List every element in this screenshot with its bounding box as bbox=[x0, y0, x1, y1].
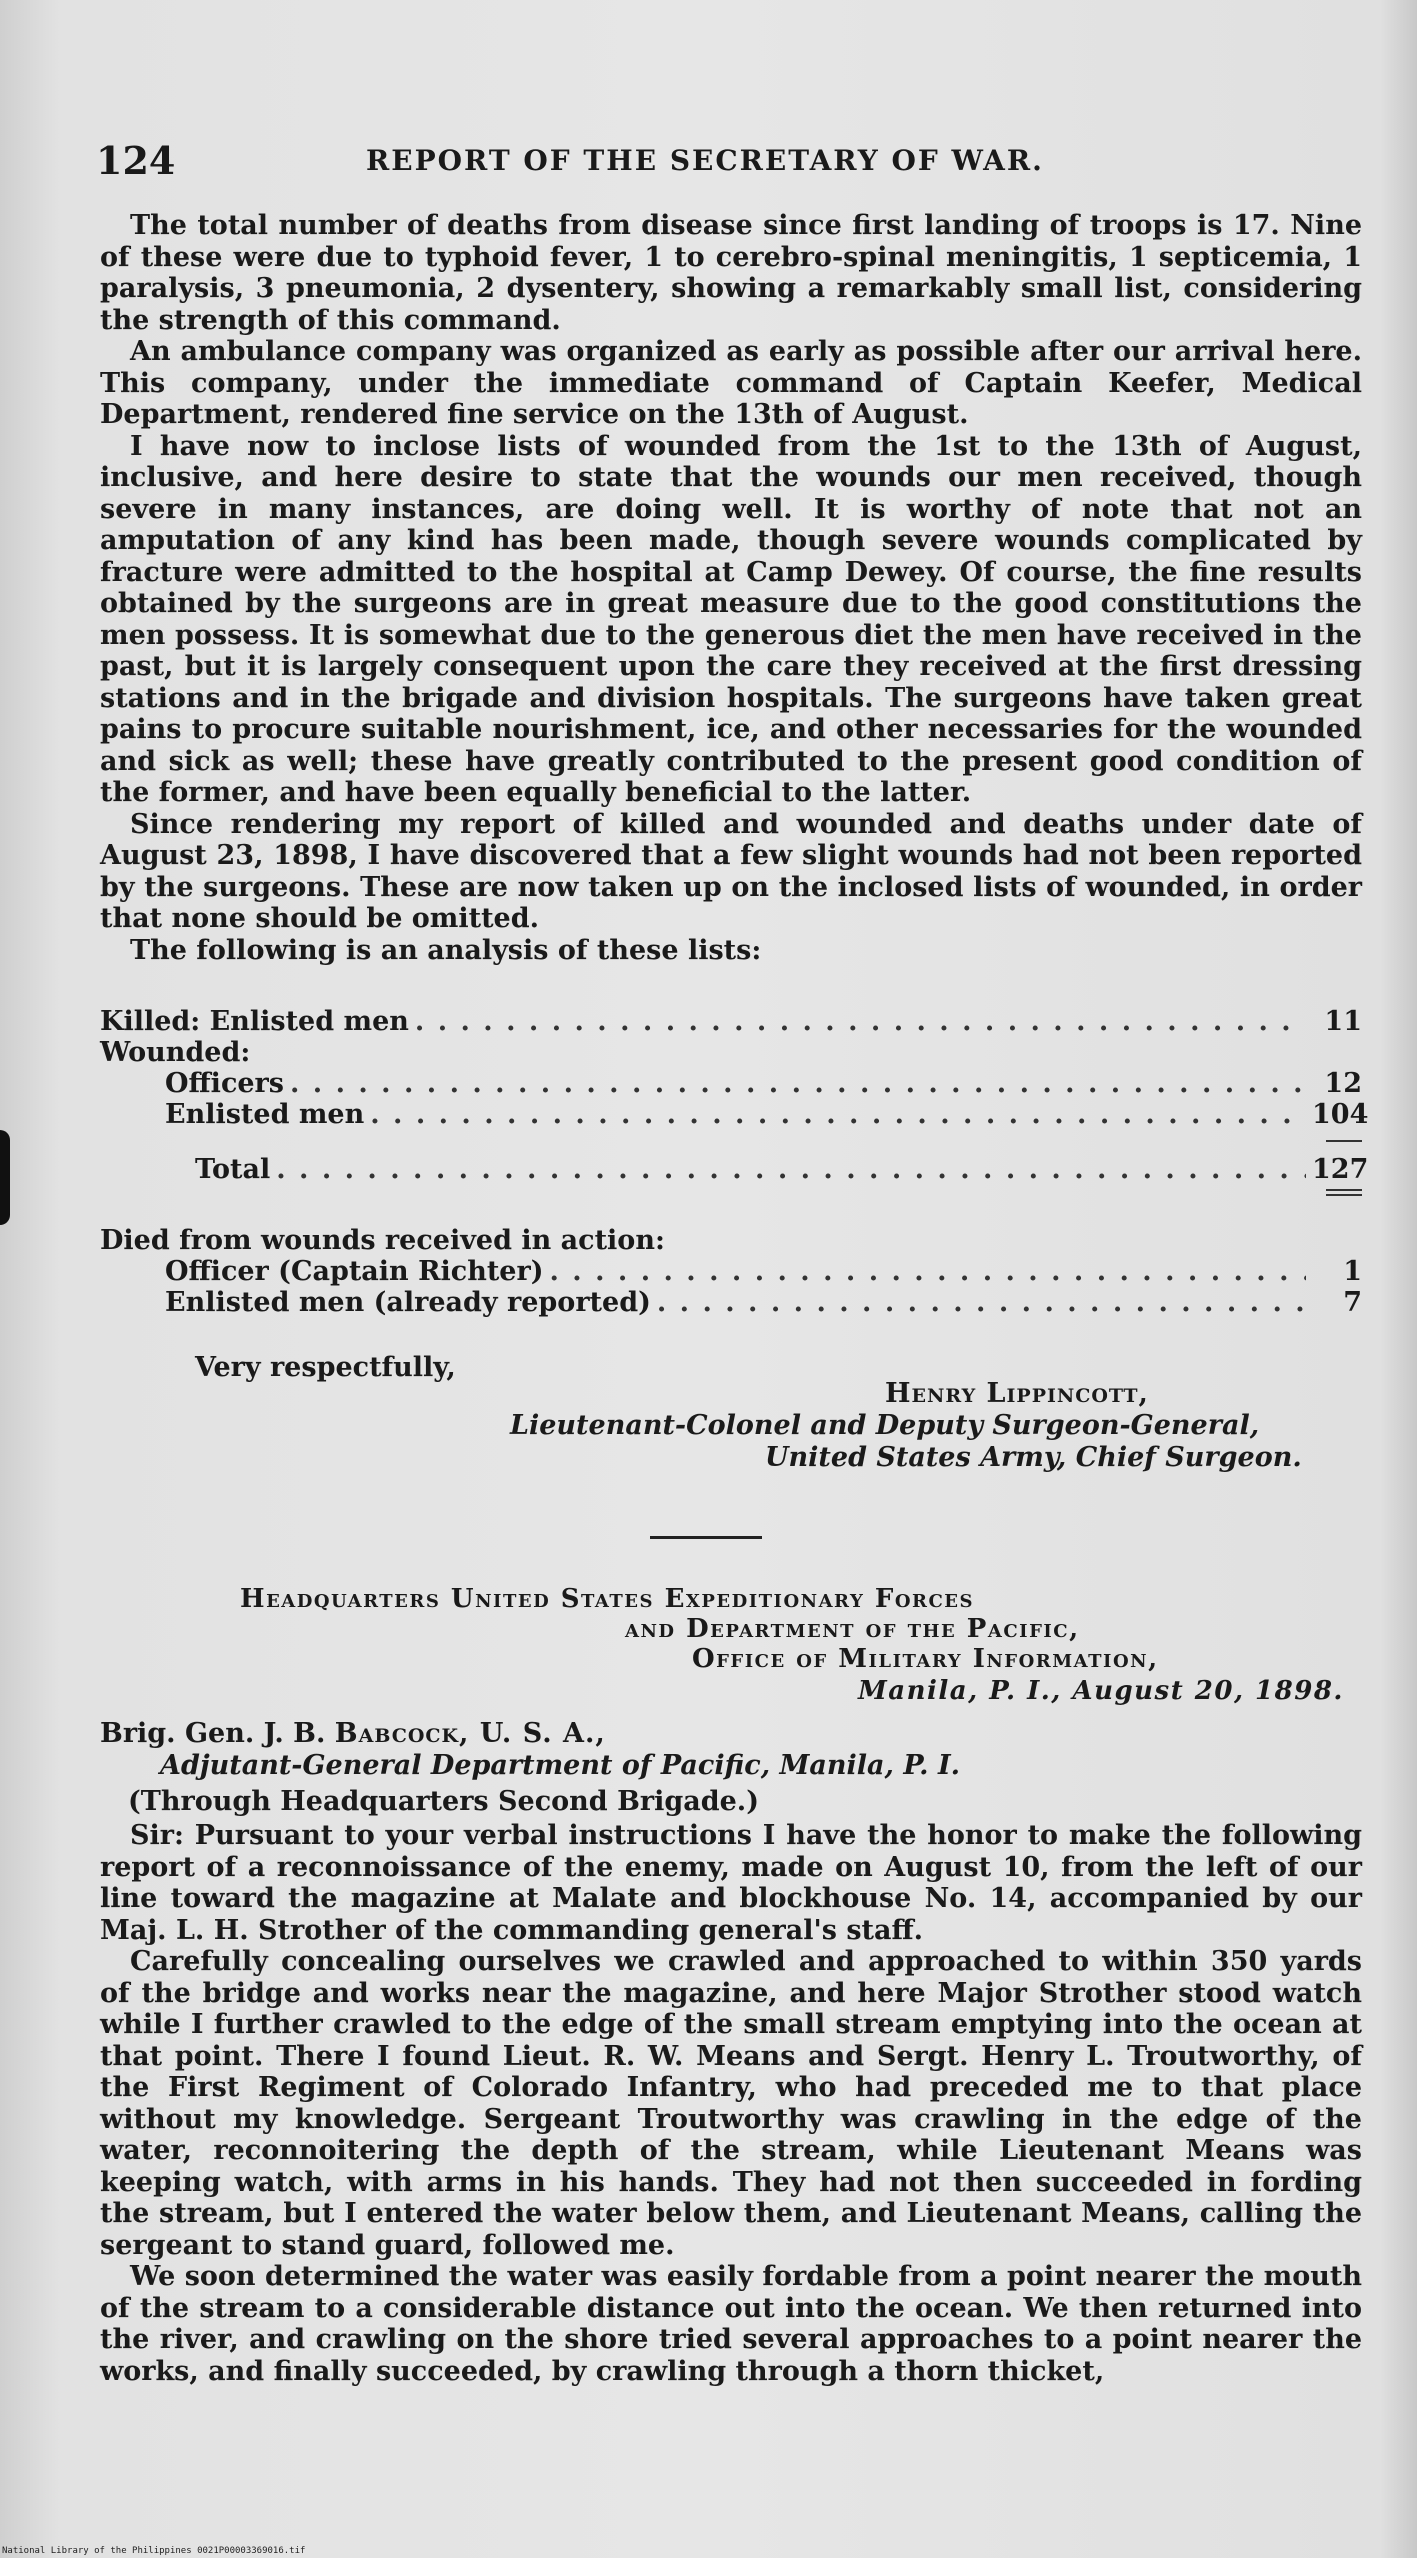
table-row bbox=[100, 1006, 1362, 1037]
row-value: 104 bbox=[1312, 1099, 1369, 1130]
addressee bbox=[100, 1718, 606, 1749]
casualty-table bbox=[100, 1006, 1369, 1318]
row-label: Died from wounds received in action: bbox=[100, 1225, 665, 1256]
row-label: Officer (Captain Richter) bbox=[165, 1256, 544, 1287]
spacer bbox=[100, 1140, 1362, 1154]
section-divider bbox=[650, 1536, 762, 1539]
closing: Very respectfully, bbox=[195, 1352, 456, 1383]
row-value: 11 bbox=[1324, 1006, 1362, 1037]
row-label: Killed: Enlisted men bbox=[100, 1006, 409, 1037]
running-head: REPORT OF THE SECRETARY OF WAR. bbox=[366, 144, 1044, 177]
signatory-name: Henry Lippincott, bbox=[885, 1378, 1149, 1409]
paragraph: The total number of deaths from disease since first landing of troops is 17. Nine of these were due to typhoid fever, 1 to cerebro-spinal meningitis, 1 septicemia, 1 paralysis, 3 pneumonia, 2 dysentery, showing a remarkably small list, considering the strength of this command. bbox=[100, 210, 1362, 336]
paragraph: I have now to inclose lists of wounded from the 1st to the 13th of August, inclusive, and here desire to state that the wounds our men received, though severe in many instances, are doing well. It is worthy of note that not an amputation of any kind has been made, though severe wounds complicated by fracture were admitted to the hospital at Camp Dewey. Of course, the fine results obtained by the surgeons are in great measure due to the good constitutions the men possess. It is somewhat due to the generous diet the men have received in the past, but it is largely consequent upon the care they received at the first dressing stations and in the brigade and division hospitals. The surgeons have taken great pains to procure suitable nourishment, ice, and other necessaries for the wounded and sick as well; these have greatly contributed to the present good condition of the former, and have been equally beneficial to the latter. bbox=[100, 430, 1362, 808]
letterhead-line: and Department of the Pacific, bbox=[625, 1614, 1080, 1644]
signatory-title: Lieutenant-Colonel and Deputy Surgeon-General, bbox=[510, 1410, 1260, 1441]
leader-dots bbox=[276, 1154, 1306, 1185]
double-rule bbox=[1326, 1189, 1362, 1191]
table-row bbox=[195, 1154, 1369, 1185]
paragraph: Since rendering my report of killed and wounded and deaths under date of August 23, 1898, I have discovered that a few slight wounds had not been reported by the surgeons. These are now taken up on the inclosed lists of wounded, in order that none should be omitted. bbox=[100, 808, 1362, 934]
sum-rule bbox=[1326, 1140, 1362, 1142]
routing-note: (Through Headquarters Second Brigade.) bbox=[128, 1786, 759, 1817]
paragraph: The following is an analysis of these lists: bbox=[130, 934, 762, 966]
scan-footer: National Library of the Philippines 0021P00003369016.tif bbox=[2, 2546, 306, 2556]
paragraph: An ambulance company was organized as early as possible after our arrival here. This company, under the immediate command of Captain Keefer, Medical Department, rendered fine service on the 13th of August. bbox=[100, 336, 1362, 430]
row-value: 7 bbox=[1343, 1287, 1362, 1318]
addressee-department: Adjutant-General Department of Pacific, Manila, P. I. bbox=[160, 1750, 960, 1781]
leader-dots bbox=[290, 1068, 1306, 1099]
dateline: Manila, P. I., August 20, 1898. bbox=[858, 1676, 1344, 1706]
row-label: Enlisted men (already reported) bbox=[165, 1287, 651, 1318]
binding-shadow bbox=[0, 1130, 10, 1225]
spacer bbox=[100, 1189, 1362, 1199]
double-rule bbox=[1326, 1194, 1362, 1196]
paragraph: Sir: Pursuant to your verbal instructions I have the honor to make the following report of a reconnoissance of the enemy, made on August 10, from the left of our line toward the magazine at Malate and blockhouse No. 14, accompanied by our Maj. L. H. Strother of the commanding general's staff. bbox=[100, 1820, 1362, 1946]
row-label: Enlisted men bbox=[165, 1099, 365, 1130]
row-label: Total bbox=[195, 1154, 271, 1185]
leader-dots bbox=[370, 1099, 1306, 1130]
report-body bbox=[100, 1820, 1362, 2387]
spacer bbox=[100, 1199, 1362, 1225]
paragraph: Carefully concealing ourselves we crawled and approached to within 350 yards of the bridge and works near the magazine, and here Major Strother stood watch while I further crawled to the edge of the small stream emptying into the ocean at that point. There I found Lieut. R. W. Means and Sergt. Henry L. Troutworthy, of the First Regiment of Colorado Infantry, who had preceded me to that place without my knowledge. Sergeant Troutworthy was crawling in the edge of the water, reconnoitering the depth of the stream, while Lieutenant Means was keeping watch, with arms in his hands. They had not then succeeded in fording the stream, but I entered the water below them, and Lieutenant Means, calling the sergeant to stand guard, followed me. bbox=[100, 1946, 1362, 2261]
row-label: Officers bbox=[165, 1068, 284, 1099]
table-row bbox=[165, 1256, 1362, 1287]
table-row bbox=[165, 1099, 1369, 1130]
page-number: 124 bbox=[96, 138, 176, 183]
paragraph: We soon determined the water was easily fordable from a point nearer the mouth of the stream to a considerable distance out into the ocean. We then returned into the river, and crawling on the shore tried several approaches to a point nearer the works, and finally succeeded, by crawling through a thorn thicket, bbox=[100, 2261, 1362, 2387]
addressee-name: Babcock, U. S. A., bbox=[334, 1718, 606, 1749]
letterhead-line: Office of Military Information, bbox=[692, 1644, 1159, 1674]
row-label: Wounded: bbox=[100, 1037, 251, 1068]
addressee-rank: Brig. Gen. J. B. bbox=[100, 1718, 335, 1749]
table-row bbox=[100, 1037, 1362, 1068]
row-value: 12 bbox=[1324, 1068, 1362, 1099]
table-row bbox=[165, 1287, 1362, 1318]
table-row bbox=[100, 1225, 1362, 1256]
signatory-title: United States Army, Chief Surgeon. bbox=[765, 1442, 1302, 1473]
row-value: 127 bbox=[1312, 1154, 1369, 1185]
page-header bbox=[96, 138, 1366, 188]
row-value: 1 bbox=[1343, 1256, 1362, 1287]
table-row bbox=[165, 1068, 1362, 1099]
report-body bbox=[100, 210, 1362, 966]
leader-dots bbox=[415, 1006, 1306, 1037]
letterhead-line: Headquarters United States Expeditionary Forces bbox=[240, 1584, 975, 1614]
leader-dots bbox=[657, 1287, 1306, 1318]
leader-dots bbox=[550, 1256, 1307, 1287]
